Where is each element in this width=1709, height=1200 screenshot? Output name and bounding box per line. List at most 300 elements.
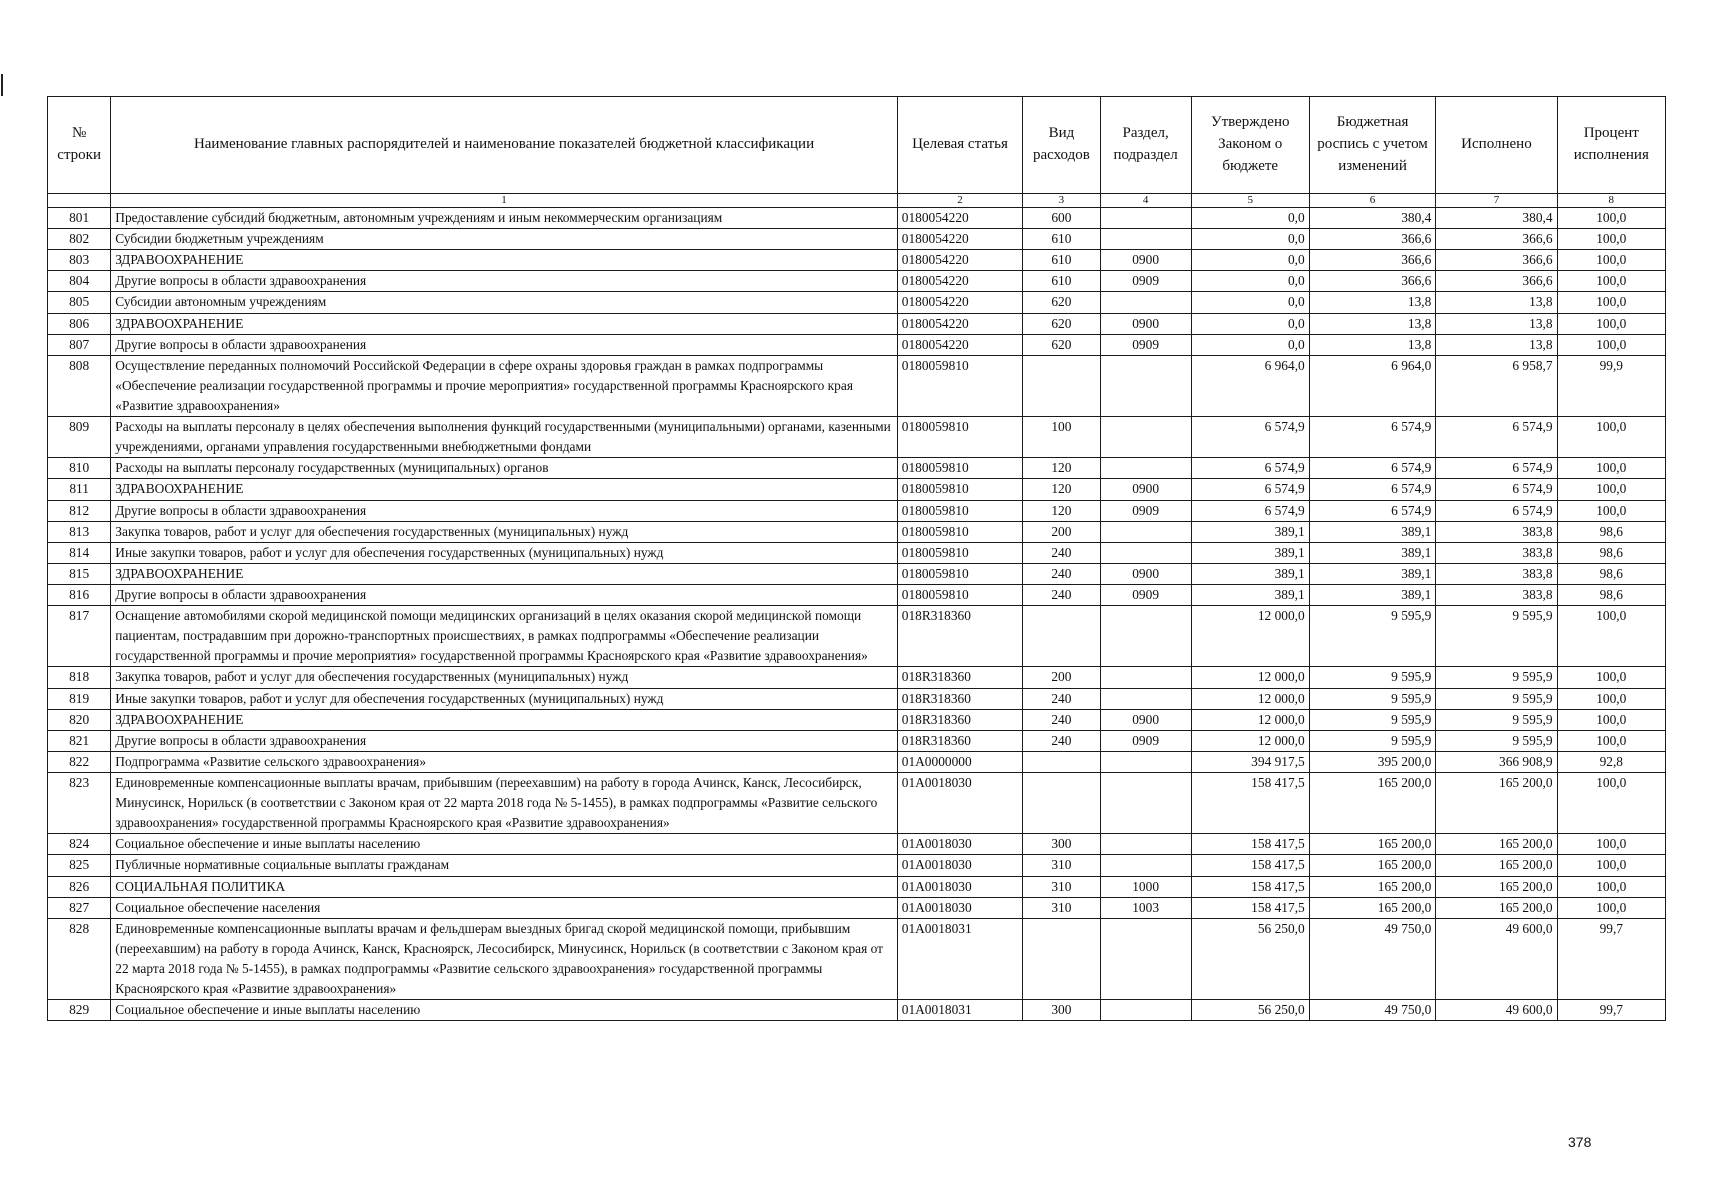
table-row <box>48 667 1666 688</box>
section-code <box>1100 1000 1191 1021</box>
approved-amount: 12 000,0 <box>1191 606 1309 667</box>
target-article-code: 018R318360 <box>897 709 1023 730</box>
row-name: ЗДРАВООХРАНЕНИЕ <box>111 709 897 730</box>
table-row <box>48 751 1666 772</box>
executed-amount: 6 574,9 <box>1436 458 1557 479</box>
row-name: Осуществление переданных полномочий Российской Федерации в сфере охраны здоровья граждан в рамках подпрограммы «Обеспечение реализации государственной программы и прочие мероприятия» государственной программы Красноярского края «Развитие здравоохранения» <box>111 355 897 416</box>
section-code <box>1100 834 1191 855</box>
row-name: Другие вопросы в области здравоохранения <box>111 271 897 292</box>
target-article-code: 0180059810 <box>897 479 1023 500</box>
approved-amount: 0,0 <box>1191 250 1309 271</box>
approved-amount: 389,1 <box>1191 521 1309 542</box>
execution-percent: 100,0 <box>1557 250 1665 271</box>
approved-amount: 158 417,5 <box>1191 876 1309 897</box>
section-code <box>1100 229 1191 250</box>
header-name: Наименование главных распорядителей и наименование показателей бюджетной классификации <box>111 97 897 194</box>
target-article-code: 0180059810 <box>897 563 1023 584</box>
schedule-amount: 165 200,0 <box>1309 834 1436 855</box>
expense-kind-code: 310 <box>1023 897 1100 918</box>
schedule-amount: 389,1 <box>1309 521 1436 542</box>
schedule-amount: 165 200,0 <box>1309 772 1436 833</box>
schedule-amount: 6 574,9 <box>1309 417 1436 458</box>
expense-kind-code: 120 <box>1023 479 1100 500</box>
row-name: Расходы на выплаты персоналу государственных (муниципальных) органов <box>111 458 897 479</box>
schedule-amount: 165 200,0 <box>1309 876 1436 897</box>
expense-kind-code <box>1023 355 1100 416</box>
approved-amount: 12 000,0 <box>1191 730 1309 751</box>
row-name: ЗДРАВООХРАНЕНИЕ <box>111 563 897 584</box>
row-name: Социальное обеспечение и иные выплаты населению <box>111 834 897 855</box>
executed-amount: 6 574,9 <box>1436 479 1557 500</box>
table-row <box>48 1000 1666 1021</box>
table-row <box>48 334 1666 355</box>
table-row <box>48 709 1666 730</box>
approved-amount: 56 250,0 <box>1191 918 1309 999</box>
expense-kind-code: 620 <box>1023 292 1100 313</box>
schedule-amount: 9 595,9 <box>1309 606 1436 667</box>
column-number: 4 <box>1100 194 1191 208</box>
row-number: 819 <box>48 688 111 709</box>
section-code: 0909 <box>1100 334 1191 355</box>
executed-amount: 49 600,0 <box>1436 1000 1557 1021</box>
executed-amount: 380,4 <box>1436 208 1557 229</box>
table-row <box>48 458 1666 479</box>
expense-kind-code: 610 <box>1023 250 1100 271</box>
schedule-amount: 6 574,9 <box>1309 500 1436 521</box>
row-number: 816 <box>48 584 111 605</box>
row-number: 826 <box>48 876 111 897</box>
table-row <box>48 500 1666 521</box>
schedule-amount: 9 595,9 <box>1309 667 1436 688</box>
execution-percent: 100,0 <box>1557 313 1665 334</box>
expense-kind-code: 610 <box>1023 271 1100 292</box>
approved-amount: 158 417,5 <box>1191 772 1309 833</box>
section-code <box>1100 667 1191 688</box>
approved-amount: 0,0 <box>1191 208 1309 229</box>
target-article-code: 01А0018031 <box>897 1000 1023 1021</box>
header-row-number: № строки <box>48 97 111 194</box>
row-number: 827 <box>48 897 111 918</box>
row-number: 824 <box>48 834 111 855</box>
schedule-amount: 13,8 <box>1309 313 1436 334</box>
execution-percent: 98,6 <box>1557 542 1665 563</box>
row-number: 811 <box>48 479 111 500</box>
target-article-code: 018R318360 <box>897 606 1023 667</box>
section-code <box>1100 855 1191 876</box>
target-article-code: 0180054220 <box>897 313 1023 334</box>
row-number: 818 <box>48 667 111 688</box>
row-number: 828 <box>48 918 111 999</box>
executed-amount: 366,6 <box>1436 271 1557 292</box>
executed-amount: 6 574,9 <box>1436 417 1557 458</box>
execution-percent: 100,0 <box>1557 730 1665 751</box>
expense-kind-code: 310 <box>1023 876 1100 897</box>
executed-amount: 9 595,9 <box>1436 730 1557 751</box>
execution-percent: 100,0 <box>1557 709 1665 730</box>
row-name: Единовременные компенсационные выплаты врачам, прибывшим (переехавшим) на работу в города Ачинск, Канск, Лесосибирск, Минусинск, Норильск (в соответствии с Законом края от 22 марта 2018 года № 5-1455), в рамках подпрограммы «Развитие сельского здравоохранения» государственной программы Красноярского края «Развитие здравоохранения» <box>111 772 897 833</box>
approved-amount: 6 574,9 <box>1191 479 1309 500</box>
section-code <box>1100 688 1191 709</box>
table-row <box>48 250 1666 271</box>
row-name: Иные закупки товаров, работ и услуг для обеспечения государственных (муниципальных) нужд <box>111 542 897 563</box>
table-row <box>48 855 1666 876</box>
executed-amount: 383,8 <box>1436 563 1557 584</box>
executed-amount: 366 908,9 <box>1436 751 1557 772</box>
approved-amount: 12 000,0 <box>1191 709 1309 730</box>
approved-amount: 6 574,9 <box>1191 500 1309 521</box>
approved-amount: 0,0 <box>1191 313 1309 334</box>
target-article-code: 01А0018030 <box>897 876 1023 897</box>
row-number: 820 <box>48 709 111 730</box>
schedule-amount: 380,4 <box>1309 208 1436 229</box>
execution-percent: 100,0 <box>1557 855 1665 876</box>
expense-kind-code: 200 <box>1023 521 1100 542</box>
execution-percent: 100,0 <box>1557 688 1665 709</box>
row-number: 829 <box>48 1000 111 1021</box>
row-number: 806 <box>48 313 111 334</box>
table-row <box>48 479 1666 500</box>
column-number: 8 <box>1557 194 1665 208</box>
executed-amount: 383,8 <box>1436 542 1557 563</box>
section-code: 0900 <box>1100 563 1191 584</box>
executed-amount: 383,8 <box>1436 584 1557 605</box>
table-row <box>48 208 1666 229</box>
expense-kind-code: 620 <box>1023 313 1100 334</box>
execution-percent: 100,0 <box>1557 667 1665 688</box>
expense-kind-code: 240 <box>1023 688 1100 709</box>
row-number: 815 <box>48 563 111 584</box>
approved-amount: 12 000,0 <box>1191 667 1309 688</box>
section-code <box>1100 606 1191 667</box>
target-article-code: 0180059810 <box>897 417 1023 458</box>
section-code: 0900 <box>1100 313 1191 334</box>
row-name: Единовременные компенсационные выплаты врачам и фельдшерам выездных бригад скорой медицинской помощи, прибывшим (переехавшим) на работу в города Ачинск, Канск, Красноярск, Лесосибирск, Минусинск, Норильск (в соответствии с Законом края от 22 марта 2018 года № 5-1455), в рамках подпрограммы «Развитие сельского здравоохранения» государственной программы Красноярского края «Развитие здравоохранения» <box>111 918 897 999</box>
execution-percent: 100,0 <box>1557 479 1665 500</box>
target-article-code: 0180054220 <box>897 292 1023 313</box>
row-name: Другие вопросы в области здравоохранения <box>111 334 897 355</box>
target-article-code: 01А0018030 <box>897 772 1023 833</box>
row-number: 817 <box>48 606 111 667</box>
target-article-code: 0180059810 <box>897 458 1023 479</box>
row-name: Другие вопросы в области здравоохранения <box>111 500 897 521</box>
target-article-code: 0180059810 <box>897 521 1023 542</box>
target-article-code: 01А0018030 <box>897 897 1023 918</box>
row-number: 801 <box>48 208 111 229</box>
schedule-amount: 165 200,0 <box>1309 897 1436 918</box>
table-row <box>48 229 1666 250</box>
executed-amount: 6 958,7 <box>1436 355 1557 416</box>
approved-amount: 6 964,0 <box>1191 355 1309 416</box>
executed-amount: 165 200,0 <box>1436 876 1557 897</box>
executed-amount: 9 595,9 <box>1436 667 1557 688</box>
row-number: 807 <box>48 334 111 355</box>
section-code: 0900 <box>1100 250 1191 271</box>
executed-amount: 49 600,0 <box>1436 918 1557 999</box>
execution-percent: 99,7 <box>1557 1000 1665 1021</box>
expense-kind-code <box>1023 751 1100 772</box>
header-target-article: Целевая статья <box>897 97 1023 194</box>
approved-amount: 56 250,0 <box>1191 1000 1309 1021</box>
header-section: Раздел, подраздел <box>1100 97 1191 194</box>
row-number: 809 <box>48 417 111 458</box>
row-number: 812 <box>48 500 111 521</box>
target-article-code: 0180059810 <box>897 542 1023 563</box>
row-name: Иные закупки товаров, работ и услуг для обеспечения государственных (муниципальных) нужд <box>111 688 897 709</box>
row-name: Субсидии бюджетным учреждениям <box>111 229 897 250</box>
header-executed: Исполнено <box>1436 97 1557 194</box>
approved-amount: 389,1 <box>1191 542 1309 563</box>
section-code <box>1100 542 1191 563</box>
row-name: Закупка товаров, работ и услуг для обеспечения государственных (муниципальных) нужд <box>111 521 897 542</box>
expense-kind-code <box>1023 918 1100 999</box>
row-name: Социальное обеспечение и иные выплаты населению <box>111 1000 897 1021</box>
row-name: СОЦИАЛЬНАЯ ПОЛИТИКА <box>111 876 897 897</box>
approved-amount: 389,1 <box>1191 563 1309 584</box>
row-number: 803 <box>48 250 111 271</box>
schedule-amount: 366,6 <box>1309 271 1436 292</box>
row-number: 802 <box>48 229 111 250</box>
execution-percent: 100,0 <box>1557 834 1665 855</box>
schedule-amount: 9 595,9 <box>1309 709 1436 730</box>
table-row <box>48 292 1666 313</box>
target-article-code: 01А0018030 <box>897 834 1023 855</box>
row-name: Социальное обеспечение населения <box>111 897 897 918</box>
execution-percent: 100,0 <box>1557 271 1665 292</box>
schedule-amount: 389,1 <box>1309 542 1436 563</box>
section-code <box>1100 458 1191 479</box>
row-name: Подпрограмма «Развитие сельского здравоохранения» <box>111 751 897 772</box>
row-number: 810 <box>48 458 111 479</box>
approved-amount: 0,0 <box>1191 292 1309 313</box>
expense-kind-code <box>1023 772 1100 833</box>
executed-amount: 383,8 <box>1436 521 1557 542</box>
budget-table <box>47 96 1666 1021</box>
row-name: Предоставление субсидий бюджетным, автономным учреждениям и иным некоммерческим организациям <box>111 208 897 229</box>
section-code: 0900 <box>1100 479 1191 500</box>
executed-amount: 13,8 <box>1436 334 1557 355</box>
expense-kind-code: 120 <box>1023 500 1100 521</box>
target-article-code: 018R318360 <box>897 667 1023 688</box>
section-code: 0909 <box>1100 271 1191 292</box>
section-code <box>1100 208 1191 229</box>
row-number: 804 <box>48 271 111 292</box>
column-number: 6 <box>1309 194 1436 208</box>
expense-kind-code: 240 <box>1023 709 1100 730</box>
executed-amount: 9 595,9 <box>1436 709 1557 730</box>
schedule-amount: 49 750,0 <box>1309 1000 1436 1021</box>
execution-percent: 100,0 <box>1557 208 1665 229</box>
executed-amount: 9 595,9 <box>1436 606 1557 667</box>
column-number: 7 <box>1436 194 1557 208</box>
section-code <box>1100 417 1191 458</box>
executed-amount: 13,8 <box>1436 292 1557 313</box>
expense-kind-code: 300 <box>1023 834 1100 855</box>
row-name: Другие вопросы в области здравоохранения <box>111 730 897 751</box>
table-row <box>48 271 1666 292</box>
schedule-amount: 13,8 <box>1309 292 1436 313</box>
expense-kind-code: 240 <box>1023 542 1100 563</box>
schedule-amount: 366,6 <box>1309 250 1436 271</box>
executed-amount: 9 595,9 <box>1436 688 1557 709</box>
table-row <box>48 313 1666 334</box>
schedule-amount: 9 595,9 <box>1309 688 1436 709</box>
header-row <box>48 97 1666 194</box>
row-number: 823 <box>48 772 111 833</box>
row-name: ЗДРАВООХРАНЕНИЕ <box>111 250 897 271</box>
target-article-code: 0180059810 <box>897 584 1023 605</box>
execution-percent: 100,0 <box>1557 772 1665 833</box>
expense-kind-code: 600 <box>1023 208 1100 229</box>
target-article-code: 01А0018030 <box>897 855 1023 876</box>
row-number: 822 <box>48 751 111 772</box>
table-row <box>48 542 1666 563</box>
column-number: 2 <box>897 194 1023 208</box>
expense-kind-code: 240 <box>1023 730 1100 751</box>
section-code: 0909 <box>1100 500 1191 521</box>
expense-kind-code: 120 <box>1023 458 1100 479</box>
row-name: Другие вопросы в области здравоохранения <box>111 584 897 605</box>
section-code: 0909 <box>1100 584 1191 605</box>
expense-kind-code: 310 <box>1023 855 1100 876</box>
target-article-code: 0180054220 <box>897 208 1023 229</box>
target-article-code: 0180059810 <box>897 500 1023 521</box>
header-percent: Процент исполнения <box>1557 97 1665 194</box>
section-code: 0909 <box>1100 730 1191 751</box>
approved-amount: 158 417,5 <box>1191 834 1309 855</box>
execution-percent: 100,0 <box>1557 897 1665 918</box>
target-article-code: 01А0000000 <box>897 751 1023 772</box>
table-row <box>48 730 1666 751</box>
execution-percent: 92,8 <box>1557 751 1665 772</box>
execution-percent: 99,7 <box>1557 918 1665 999</box>
execution-percent: 98,6 <box>1557 584 1665 605</box>
schedule-amount: 49 750,0 <box>1309 918 1436 999</box>
executed-amount: 165 200,0 <box>1436 855 1557 876</box>
table-row <box>48 606 1666 667</box>
schedule-amount: 389,1 <box>1309 563 1436 584</box>
section-code <box>1100 292 1191 313</box>
target-article-code: 018R318360 <box>897 730 1023 751</box>
approved-amount: 0,0 <box>1191 229 1309 250</box>
header-approved: Утверждено Законом о бюджете <box>1191 97 1309 194</box>
schedule-amount: 366,6 <box>1309 229 1436 250</box>
execution-percent: 99,9 <box>1557 355 1665 416</box>
table-row <box>48 688 1666 709</box>
table-row <box>48 834 1666 855</box>
schedule-amount: 6 574,9 <box>1309 458 1436 479</box>
row-name: Закупка товаров, работ и услуг для обеспечения государственных (муниципальных) нужд <box>111 667 897 688</box>
header-budget-schedule: Бюджетная роспись с учетом изменений <box>1309 97 1436 194</box>
row-name: Субсидии автономным учреждениям <box>111 292 897 313</box>
execution-percent: 100,0 <box>1557 229 1665 250</box>
approved-amount: 6 574,9 <box>1191 417 1309 458</box>
row-number: 825 <box>48 855 111 876</box>
table-row <box>48 417 1666 458</box>
row-name: ЗДРАВООХРАНЕНИЕ <box>111 479 897 500</box>
scan-margin-mark <box>1 74 3 96</box>
row-name: ЗДРАВООХРАНЕНИЕ <box>111 313 897 334</box>
executed-amount: 6 574,9 <box>1436 500 1557 521</box>
table-row <box>48 918 1666 999</box>
section-code <box>1100 918 1191 999</box>
execution-percent: 100,0 <box>1557 458 1665 479</box>
schedule-amount: 6 964,0 <box>1309 355 1436 416</box>
executed-amount: 165 200,0 <box>1436 772 1557 833</box>
expense-kind-code: 100 <box>1023 417 1100 458</box>
section-code <box>1100 521 1191 542</box>
expense-kind-code: 620 <box>1023 334 1100 355</box>
expense-kind-code: 240 <box>1023 584 1100 605</box>
approved-amount: 394 917,5 <box>1191 751 1309 772</box>
column-numbers-row <box>48 194 1666 208</box>
executed-amount: 13,8 <box>1436 313 1557 334</box>
execution-percent: 100,0 <box>1557 417 1665 458</box>
column-number: 3 <box>1023 194 1100 208</box>
table-row <box>48 897 1666 918</box>
execution-percent: 100,0 <box>1557 876 1665 897</box>
target-article-code: 018R318360 <box>897 688 1023 709</box>
table-body <box>48 208 1666 1021</box>
execution-percent: 98,6 <box>1557 521 1665 542</box>
expense-kind-code <box>1023 606 1100 667</box>
row-name: Публичные нормативные социальные выплаты гражданам <box>111 855 897 876</box>
target-article-code: 0180054220 <box>897 229 1023 250</box>
row-number: 805 <box>48 292 111 313</box>
column-number-blank <box>48 194 111 208</box>
column-number: 1 <box>111 194 897 208</box>
row-number: 808 <box>48 355 111 416</box>
section-code <box>1100 355 1191 416</box>
target-article-code: 0180059810 <box>897 355 1023 416</box>
table-row <box>48 355 1666 416</box>
approved-amount: 158 417,5 <box>1191 855 1309 876</box>
schedule-amount: 6 574,9 <box>1309 479 1436 500</box>
expense-kind-code: 300 <box>1023 1000 1100 1021</box>
row-number: 814 <box>48 542 111 563</box>
section-code: 0900 <box>1100 709 1191 730</box>
page-number: 378 <box>1568 1134 1592 1150</box>
approved-amount: 0,0 <box>1191 334 1309 355</box>
approved-amount: 158 417,5 <box>1191 897 1309 918</box>
approved-amount: 0,0 <box>1191 271 1309 292</box>
header-expense-kind: Вид расходов <box>1023 97 1100 194</box>
table-row <box>48 876 1666 897</box>
executed-amount: 366,6 <box>1436 250 1557 271</box>
approved-amount: 389,1 <box>1191 584 1309 605</box>
execution-percent: 98,6 <box>1557 563 1665 584</box>
section-code <box>1100 772 1191 833</box>
target-article-code: 0180054220 <box>897 334 1023 355</box>
schedule-amount: 13,8 <box>1309 334 1436 355</box>
schedule-amount: 165 200,0 <box>1309 855 1436 876</box>
section-code <box>1100 751 1191 772</box>
schedule-amount: 9 595,9 <box>1309 730 1436 751</box>
executed-amount: 366,6 <box>1436 229 1557 250</box>
row-name: Расходы на выплаты персоналу в целях обеспечения выполнения функций государственными (муниципальными) органами, казенными учреждениями, органами управления государственными внебюджетными фондами <box>111 417 897 458</box>
table-row <box>48 772 1666 833</box>
target-article-code: 0180054220 <box>897 250 1023 271</box>
table-row <box>48 584 1666 605</box>
approved-amount: 12 000,0 <box>1191 688 1309 709</box>
execution-percent: 100,0 <box>1557 500 1665 521</box>
target-article-code: 01А0018031 <box>897 918 1023 999</box>
expense-kind-code: 240 <box>1023 563 1100 584</box>
column-number: 5 <box>1191 194 1309 208</box>
expense-kind-code: 610 <box>1023 229 1100 250</box>
target-article-code: 0180054220 <box>897 271 1023 292</box>
execution-percent: 100,0 <box>1557 606 1665 667</box>
row-name: Оснащение автомобилями скорой медицинской помощи медицинских организаций в целях оказания скорой медицинской помощи пациентам, пострадавшим при дорожно-транспортных происшествиях, в рамках подпрограммы «Обеспечение реализации государственной программы и прочие мероприятия» государственной программы Красноярского края «Развитие здравоохранения» <box>111 606 897 667</box>
